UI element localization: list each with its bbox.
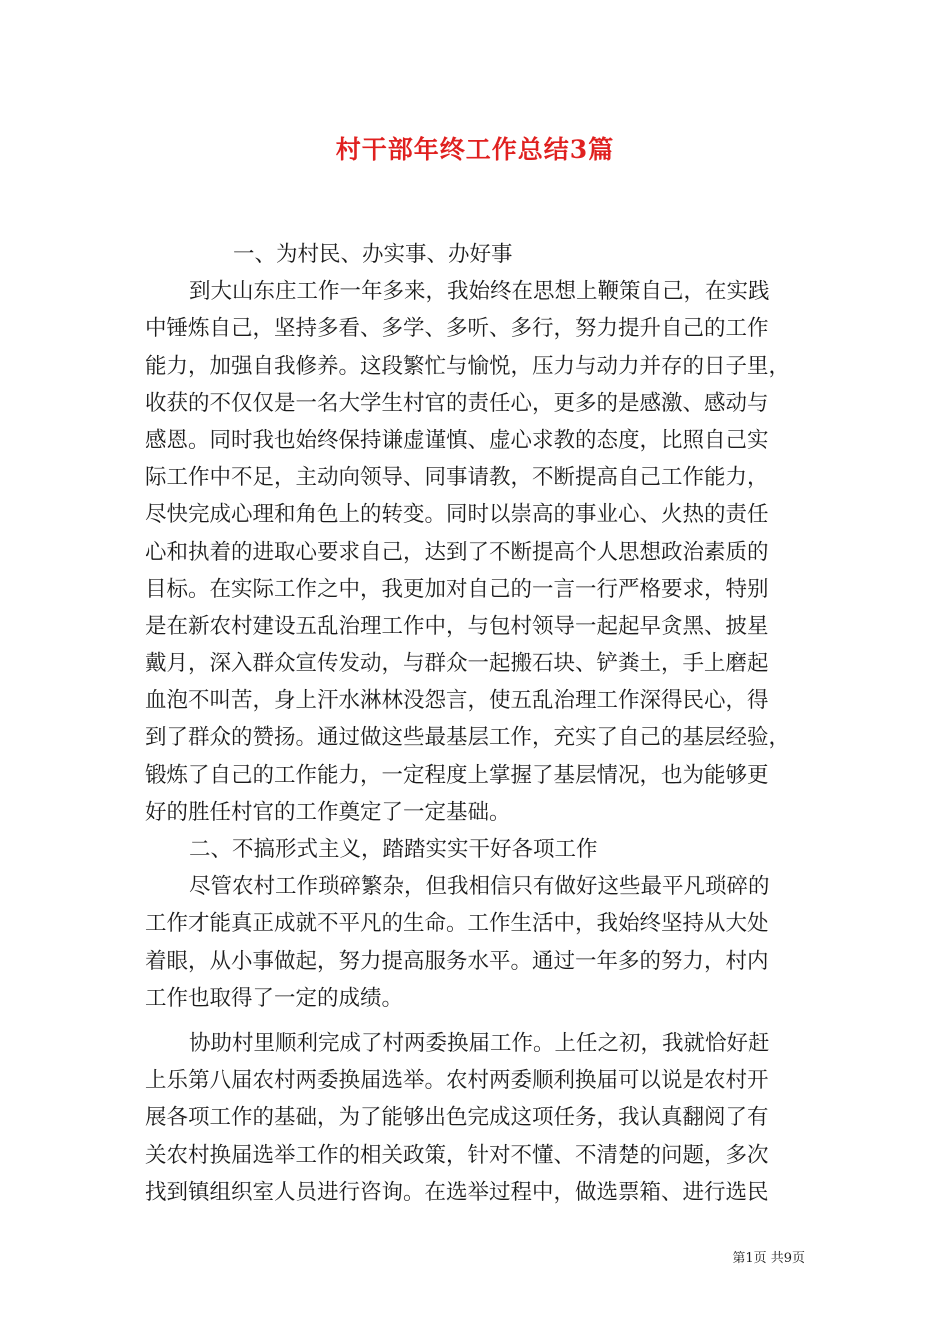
paragraph-line: 目标。在实际工作之中，我更加对自己的一言一行严格要求，特别 bbox=[145, 576, 769, 602]
paragraph-gap bbox=[145, 1017, 815, 1025]
paragraph-line: 着眼，从小事做起，努力提高服务水平。通过一年多的努力，村内 bbox=[145, 948, 769, 974]
paragraph-line: 找到镇组织室人员进行咨询。在选举过程中，做选票箱、进行选民 bbox=[145, 1179, 769, 1205]
paragraph-line: 中锤炼自己，坚持多看、多学、多听、多行，努力提升自己的工作 bbox=[145, 316, 769, 342]
document-body bbox=[145, 236, 815, 1211]
paragraph-line: 际工作中不足，主动向领导、同事请教，不断提高自己工作能力， bbox=[145, 465, 769, 491]
paragraph-line: 工作也取得了一定的成绩。 bbox=[145, 985, 404, 1011]
paragraph-line: 能力，加强自我修养。这段繁忙与愉悦，压力与动力并存的日子里， bbox=[145, 353, 791, 379]
paragraph-line: 尽快完成心理和角色上的转变。同时以崇高的事业心、火热的责任 bbox=[145, 502, 769, 528]
paragraph-line: 关农村换届选举工作的相关政策，针对不懂、不清楚的问题，多次 bbox=[145, 1142, 769, 1168]
paragraph-line: 上乐第八届农村两委换届选举。农村两委顺利换届可以说是农村开 bbox=[145, 1068, 769, 1094]
paragraph-line: 到大山东庄工作一年多来，我始终在思想上鞭策自己，在实践 bbox=[189, 279, 770, 305]
paragraph-line: 尽管农村工作琐碎繁杂，但我相信只有做好这些最平凡琐碎的 bbox=[189, 874, 770, 900]
document-title: 村干部年终工作总结3篇 bbox=[335, 135, 615, 164]
paragraph-line: 感恩。同时我也始终保持谦虚谨慎、虚心求教的态度，比照自己实 bbox=[145, 427, 769, 453]
paragraph-line: 心和执着的进取心要求自己，达到了不断提高个人思想政治素质的 bbox=[145, 539, 769, 565]
paragraph-line: 戴月，深入群众宣传发动，与群众一起搬石块、铲粪土，手上磨起 bbox=[145, 651, 769, 677]
paragraph-line: 展各项工作的基础，为了能够出色完成这项任务，我认真翻阅了有 bbox=[145, 1105, 769, 1131]
paragraph-line: 血泡不叫苦，身上汗水淋林没怨言，使五乱治理工作深得民心，得 bbox=[145, 688, 769, 714]
paragraph-line: 是在新农村建设五乱治理工作中，与包村领导一起起早贪黑、披星 bbox=[145, 613, 769, 639]
section-heading-1: 一、为村民、办实事、办好事 bbox=[233, 242, 513, 267]
paragraph-line: 好的胜任村官的工作奠定了一定基础。 bbox=[145, 799, 511, 825]
page-number: 第1页 共9页 bbox=[732, 1251, 805, 1266]
paragraph-line: 工作才能真正成就不平凡的生命。工作生活中，我始终坚持从大处 bbox=[145, 911, 769, 937]
paragraph-line: 协助村里顺利完成了村两委换届工作。上任之初，我就恰好赶 bbox=[189, 1030, 770, 1056]
paragraph-line: 收获的不仅仅是一名大学生村官的责任心，更多的是感激、感动与 bbox=[145, 390, 769, 416]
section-heading-2: 二、不搞形式主义，踏踏实实干好各项工作 bbox=[189, 837, 598, 862]
paragraph-line: 锻炼了自己的工作能力，一定程度上掌握了基层情况，也为能够更 bbox=[145, 762, 769, 788]
paragraph-line: 到了群众的赞扬。通过做这些最基层工作，充实了自己的基层经验， bbox=[145, 725, 791, 751]
